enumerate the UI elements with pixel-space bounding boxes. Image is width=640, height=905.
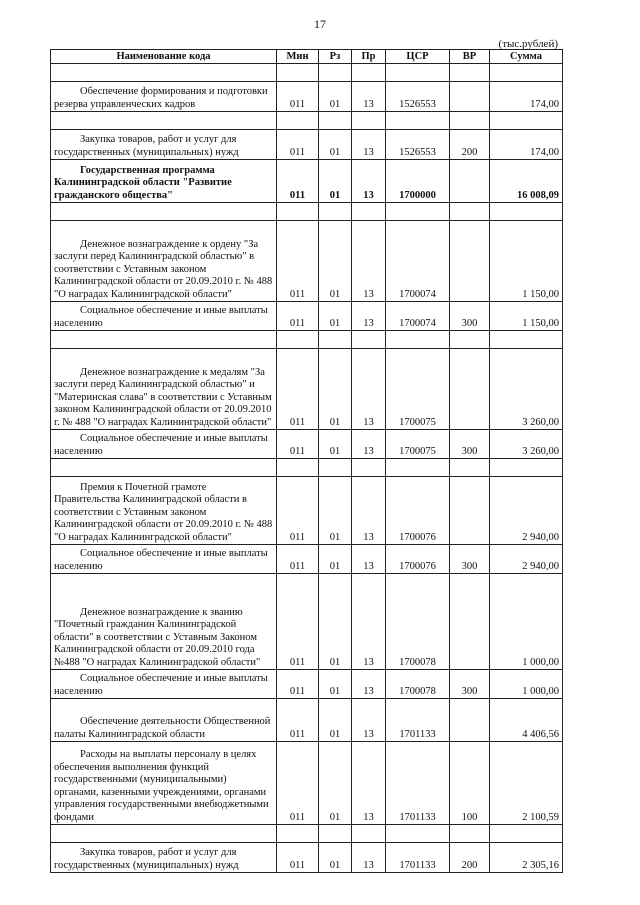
spacer-row xyxy=(51,331,563,349)
row-rz: 01 xyxy=(319,130,352,160)
row-vr: 200 xyxy=(450,843,490,873)
row-name: Премия к Почетной грамоте Правительства Калининградской области в соответствии с Уставным законом Калининградской области от 20.09.2010 г. № 488 "О наградах Калининградской области" xyxy=(51,477,277,545)
row-sum: 1 000,00 xyxy=(490,574,563,670)
spacer-row xyxy=(51,64,563,82)
row-name: Денежное вознаграждение к ордену "За заслуги перед Калининградской областью" в соответствии с Уставным законом Калининградской области от 20.09.2010 г. № 488 "О наградах Калининградской области" xyxy=(51,221,277,302)
row-sum: 2 940,00 xyxy=(490,545,563,574)
row-min: 011 xyxy=(277,545,319,574)
row-name: Социальное обеспечение и иные выплаты населению xyxy=(51,545,277,574)
row-vr xyxy=(450,574,490,670)
row-name: Обеспечение деятельности Общественной палаты Калининградской области xyxy=(51,699,277,742)
header-vr: ВР xyxy=(450,50,490,64)
row-pr: 13 xyxy=(352,574,386,670)
row-sum: 2 305,16 xyxy=(490,843,563,873)
row-csr: 1701133 xyxy=(386,699,450,742)
row-vr: 200 xyxy=(450,130,490,160)
row-min: 011 xyxy=(277,742,319,825)
table-row xyxy=(51,221,563,302)
row-pr: 13 xyxy=(352,430,386,459)
page-number: 17 xyxy=(314,17,326,31)
row-name: Обеспечение формирования и подготовки резерва управленческих кадров xyxy=(51,82,277,112)
row-pr: 13 xyxy=(352,349,386,430)
row-sum: 1 150,00 xyxy=(490,221,563,302)
budget-table xyxy=(50,49,563,873)
row-min: 011 xyxy=(277,574,319,670)
row-pr: 13 xyxy=(352,82,386,112)
row-min: 011 xyxy=(277,82,319,112)
spacer-row xyxy=(51,825,563,843)
spacer-row xyxy=(51,112,563,130)
row-name: Денежное вознаграждение к медалям "За заслуги перед Калининградской областью" и "Материнская слава" в соответствии с Уставным законом Калининградской области от 20.09.2010 г. № 488 "О наградах Калининградской области" xyxy=(51,349,277,430)
row-min: 011 xyxy=(277,130,319,160)
row-name: Социальное обеспечение и иные выплаты населению xyxy=(51,670,277,699)
row-min: 011 xyxy=(277,160,319,203)
row-min: 011 xyxy=(277,843,319,873)
units-note: (тыс.рублей) xyxy=(498,38,558,50)
row-sum: 1 150,00 xyxy=(490,302,563,331)
row-csr: 1700000 xyxy=(386,160,450,203)
row-sum: 2 100,59 xyxy=(490,742,563,825)
row-pr: 13 xyxy=(352,843,386,873)
row-min: 011 xyxy=(277,670,319,699)
row-pr: 13 xyxy=(352,160,386,203)
row-pr: 13 xyxy=(352,670,386,699)
header-sum: Сумма xyxy=(490,50,563,64)
table-row xyxy=(51,742,563,825)
row-rz: 01 xyxy=(319,82,352,112)
row-name: Расходы на выплаты персоналу в целях обеспечения выполнения функций государственными (муниципальными) органами, казенными учреждениями, органами управления государственными внебюджетными фондами xyxy=(51,742,277,825)
row-rz: 01 xyxy=(319,843,352,873)
row-sum: 1 000,00 xyxy=(490,670,563,699)
table-row xyxy=(51,302,563,331)
row-vr xyxy=(450,699,490,742)
row-rz: 01 xyxy=(319,545,352,574)
row-sum: 174,00 xyxy=(490,130,563,160)
row-name: Социальное обеспечение и иные выплаты населению xyxy=(51,430,277,459)
row-rz: 01 xyxy=(319,302,352,331)
row-csr: 1700078 xyxy=(386,574,450,670)
row-sum: 174,00 xyxy=(490,82,563,112)
row-sum: 2 940,00 xyxy=(490,477,563,545)
row-pr: 13 xyxy=(352,477,386,545)
row-sum: 4 406,56 xyxy=(490,699,563,742)
row-min: 011 xyxy=(277,477,319,545)
row-csr: 1700074 xyxy=(386,221,450,302)
row-vr: 300 xyxy=(450,670,490,699)
row-pr: 13 xyxy=(352,699,386,742)
row-rz: 01 xyxy=(319,430,352,459)
row-rz: 01 xyxy=(319,160,352,203)
table-row xyxy=(51,574,563,670)
row-name: Социальное обеспечение и иные выплаты населению xyxy=(51,302,277,331)
row-csr: 1701133 xyxy=(386,843,450,873)
row-rz: 01 xyxy=(319,670,352,699)
row-name: Закупка товаров, работ и услуг для государственных (муниципальных) нужд xyxy=(51,130,277,160)
row-pr: 13 xyxy=(352,221,386,302)
table-body xyxy=(51,64,563,873)
row-csr: 1700078 xyxy=(386,670,450,699)
spacer-row xyxy=(51,459,563,477)
row-rz: 01 xyxy=(319,349,352,430)
row-rz: 01 xyxy=(319,477,352,545)
row-pr: 13 xyxy=(352,742,386,825)
row-rz: 01 xyxy=(319,221,352,302)
row-pr: 13 xyxy=(352,130,386,160)
row-pr: 13 xyxy=(352,302,386,331)
row-name: Закупка товаров, работ и услуг для государственных (муниципальных) нужд xyxy=(51,843,277,873)
row-min: 011 xyxy=(277,302,319,331)
row-vr xyxy=(450,221,490,302)
header-csr: ЦСР xyxy=(386,50,450,64)
row-rz: 01 xyxy=(319,699,352,742)
row-csr: 1700074 xyxy=(386,302,450,331)
row-csr: 1700076 xyxy=(386,477,450,545)
row-min: 011 xyxy=(277,699,319,742)
header-min: Мин xyxy=(277,50,319,64)
row-vr: 300 xyxy=(450,545,490,574)
row-vr: 100 xyxy=(450,742,490,825)
row-csr: 1700075 xyxy=(386,349,450,430)
row-vr: 300 xyxy=(450,302,490,331)
row-name: Государственная программа Калининградской области "Развитие гражданского общества" xyxy=(51,160,277,203)
row-csr: 1526553 xyxy=(386,82,450,112)
row-csr: 1700075 xyxy=(386,430,450,459)
row-name: Денежное вознаграждение к званию "Почетный гражданин Калининградской области" в соответствии с Уставным Законом Калининградской области от 20.09.2010 года №488 "О наградах Калининградской области" xyxy=(51,574,277,670)
row-sum: 3 260,00 xyxy=(490,430,563,459)
row-min: 011 xyxy=(277,430,319,459)
header-rz: Рз xyxy=(319,50,352,64)
table-header-row xyxy=(51,50,563,64)
row-csr: 1526553 xyxy=(386,130,450,160)
table-row xyxy=(51,477,563,545)
spacer-row xyxy=(51,203,563,221)
table-row xyxy=(51,545,563,574)
row-vr xyxy=(450,160,490,203)
row-min: 011 xyxy=(277,349,319,430)
table-row xyxy=(51,130,563,160)
table-row xyxy=(51,160,563,203)
row-pr: 13 xyxy=(352,545,386,574)
row-csr: 1701133 xyxy=(386,742,450,825)
row-sum: 16 008,09 xyxy=(490,160,563,203)
table-row xyxy=(51,843,563,873)
row-rz: 01 xyxy=(319,742,352,825)
table-row xyxy=(51,670,563,699)
table-row xyxy=(51,349,563,430)
row-sum: 3 260,00 xyxy=(490,349,563,430)
row-vr xyxy=(450,477,490,545)
row-vr xyxy=(450,349,490,430)
table-row xyxy=(51,82,563,112)
row-vr xyxy=(450,82,490,112)
table-row xyxy=(51,699,563,742)
header-pr: Пр xyxy=(352,50,386,64)
row-vr: 300 xyxy=(450,430,490,459)
table-row xyxy=(51,430,563,459)
header-name: Наименование кода xyxy=(51,50,277,64)
row-csr: 1700076 xyxy=(386,545,450,574)
row-min: 011 xyxy=(277,221,319,302)
row-rz: 01 xyxy=(319,574,352,670)
